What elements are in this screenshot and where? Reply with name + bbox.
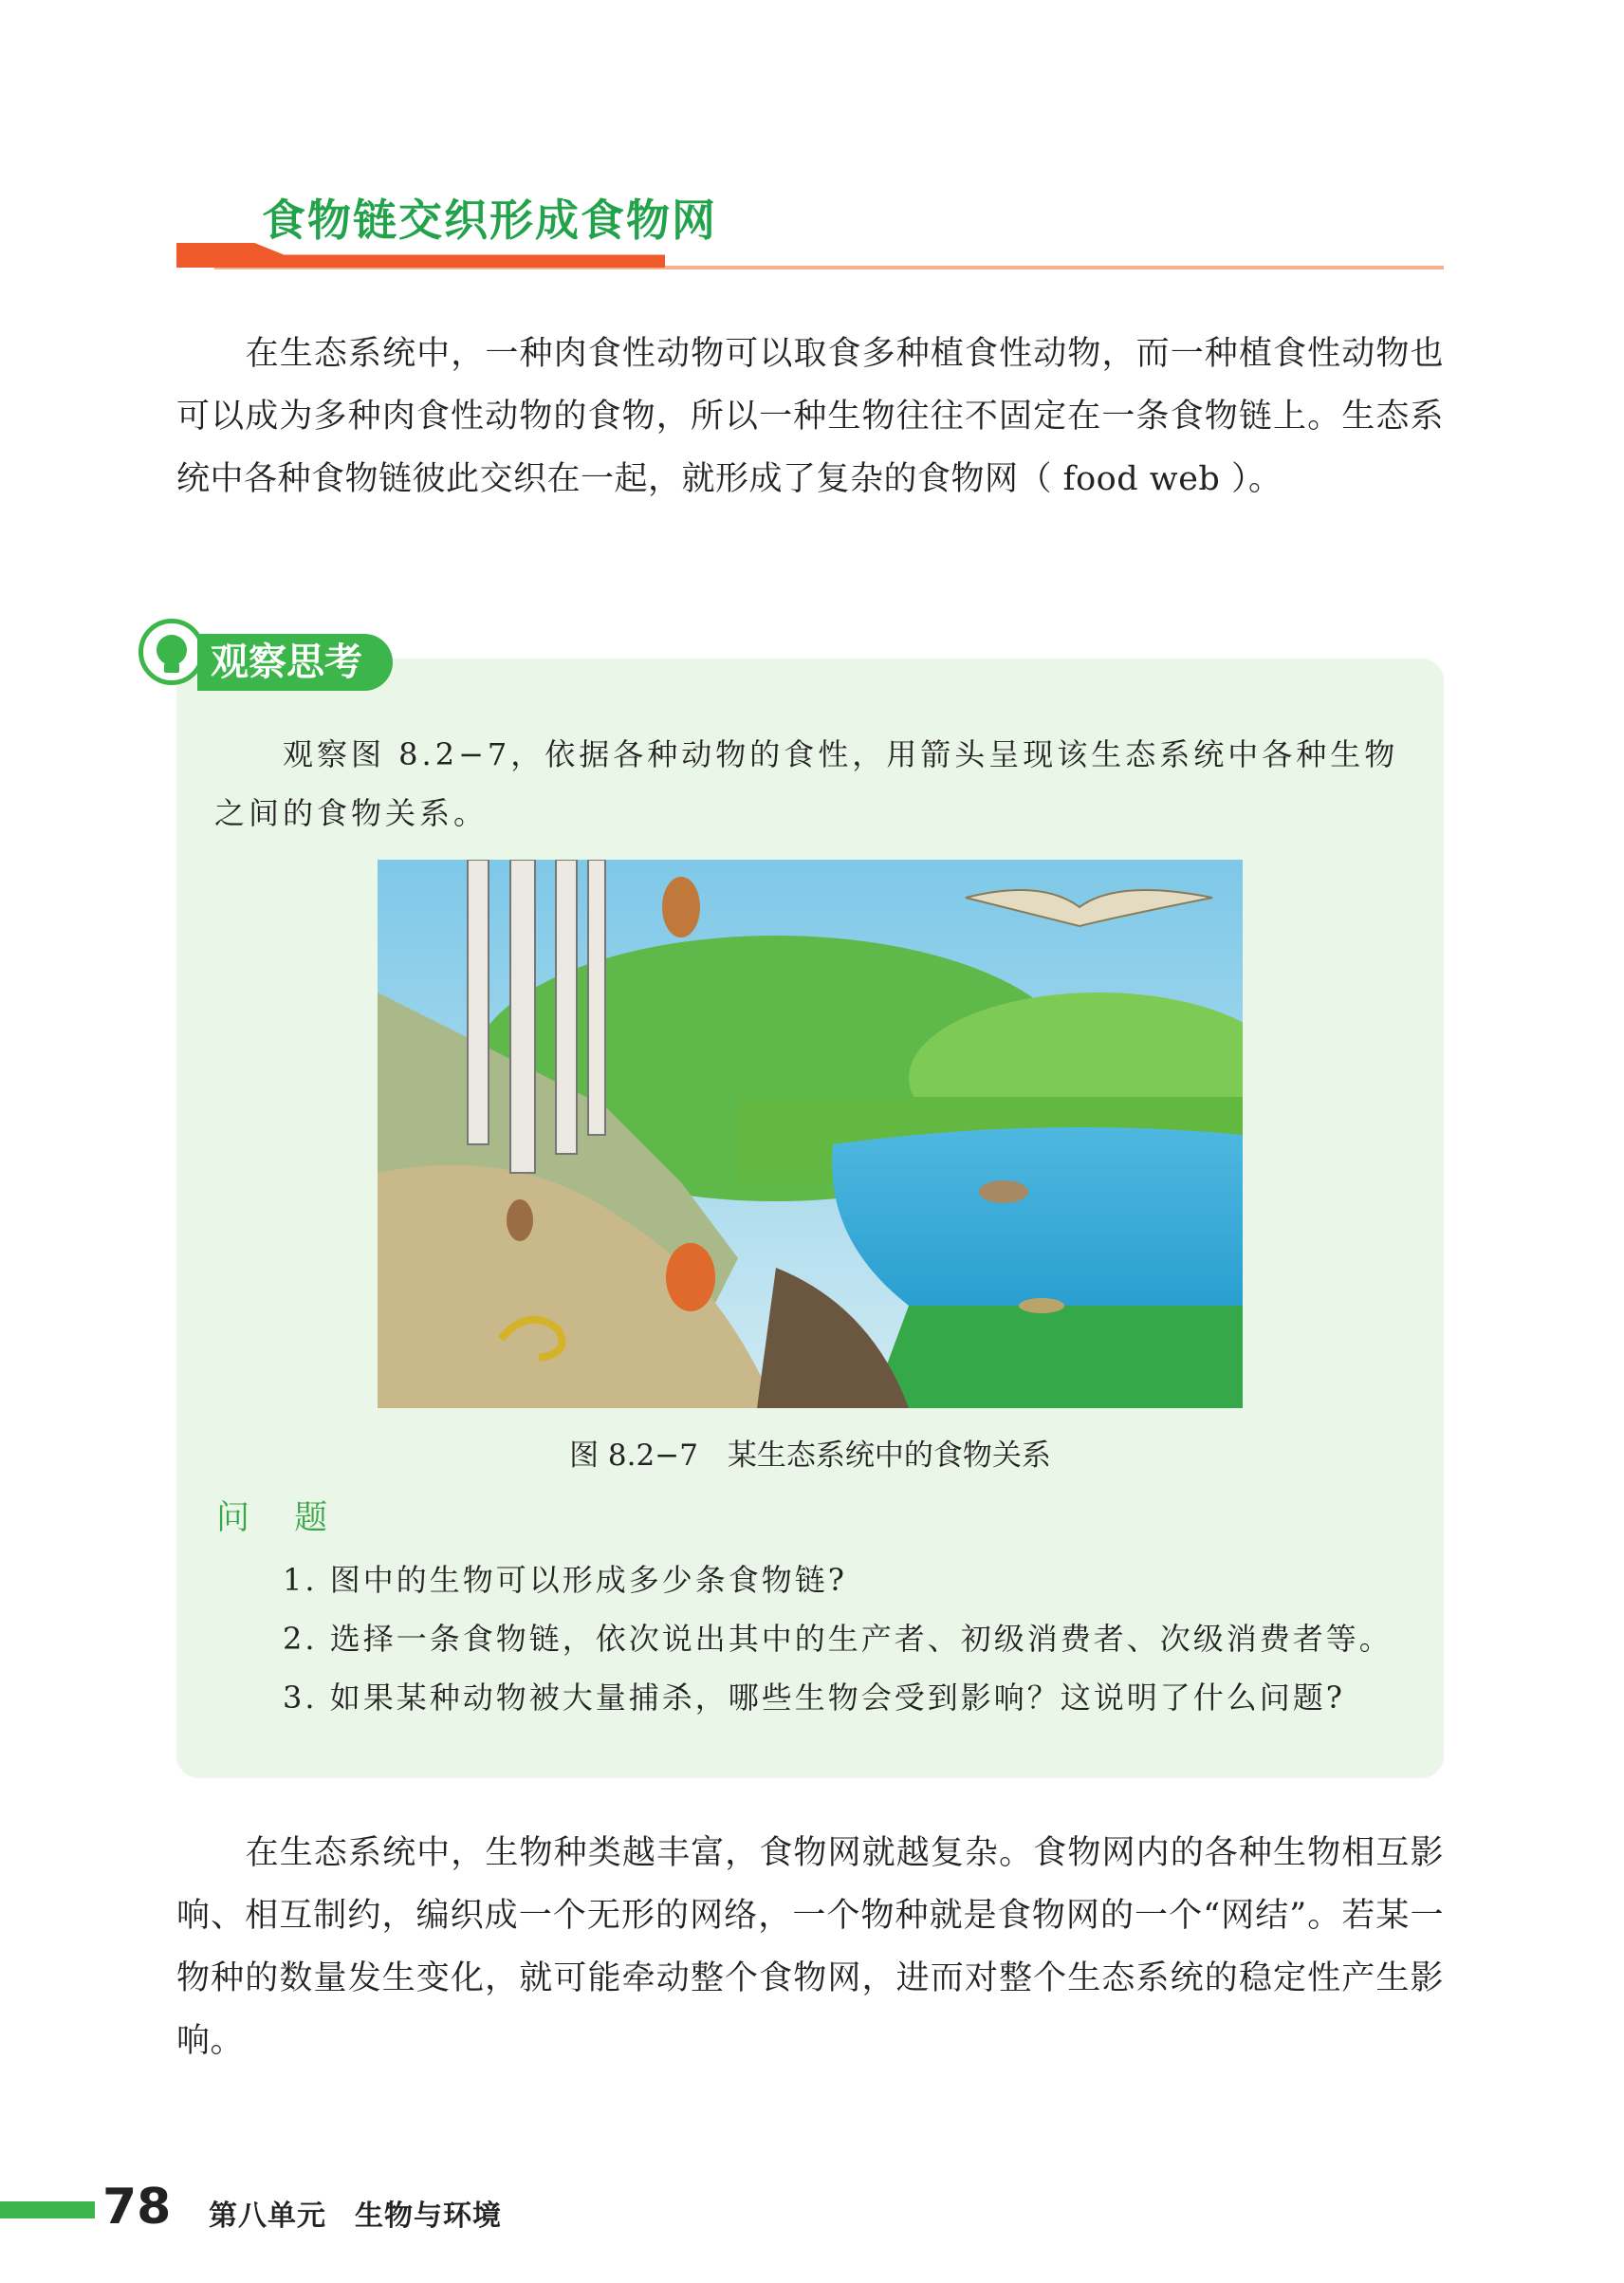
- ecosystem-illustration: [378, 860, 1243, 1408]
- observe-instruction: [214, 725, 1412, 843]
- footer-unit: [209, 2192, 502, 2234]
- intro-paragraph: [176, 323, 1444, 510]
- owl: [662, 877, 700, 937]
- question-2: 2. 选择一条食物链，依次说出其中的生产者、初级消费者、次级消费者等。: [283, 1621, 1393, 1657]
- lightbulb-icon: [138, 619, 205, 685]
- observe-badge-label: 观察思考: [197, 634, 393, 691]
- ecosystem-scene: [378, 860, 1243, 1408]
- intro-text: 在生态系统中，一种肉食性动物可以取食多种植食性动物，而一种植食性动物也可以成为多种肉食性动物的食物，所以一种生物往往不固定在一条食物链上。生态系统中各种食物链彼此交织在一起，就形成了复杂的食物网（ food web ）。: [176, 335, 1444, 498]
- observe-instruction-text: 观察图 8.2−7，依据各种动物的食性，用箭头呈现该生态系统中各种生物之间的食物关系。: [214, 736, 1399, 831]
- section-heading: [176, 186, 1444, 273]
- page-number: 78: [102, 2179, 172, 2236]
- question-1: 1. 图中的生物可以形成多少条食物链?: [283, 1562, 847, 1598]
- fish: [1019, 1298, 1064, 1313]
- questions-heading: 问 题: [216, 1499, 345, 1537]
- unit-title: 生物与环境: [355, 2199, 502, 2233]
- closing-paragraph: [176, 1822, 1444, 2072]
- unit-label: 第八单元: [209, 2199, 326, 2233]
- question-3: 3. 如果某种动物被大量捕杀，哪些生物会受到影响？这说明了什么问题?: [283, 1680, 1345, 1716]
- lake: [832, 1127, 1243, 1306]
- closing-text: 在生态系统中，生物种类越丰富，食物网就越复杂。食物网内的各种生物相互影响、相互制约，编织成一个无形的网络，一个物种就是食物网的一个“网结”。若某一物种的数量发生变化，就可能牵动整个食物网，进而对整个生态系统的稳定性产生影响。: [176, 1834, 1444, 2060]
- rabbit: [507, 1199, 533, 1241]
- fox: [666, 1243, 715, 1311]
- duck: [979, 1180, 1028, 1203]
- section-title: 食物链交织形成食物网: [262, 195, 717, 246]
- footer-accent-bar: [0, 2201, 95, 2218]
- figure-caption: 图 8.2−7 某生态系统中的食物关系: [569, 1438, 1051, 1473]
